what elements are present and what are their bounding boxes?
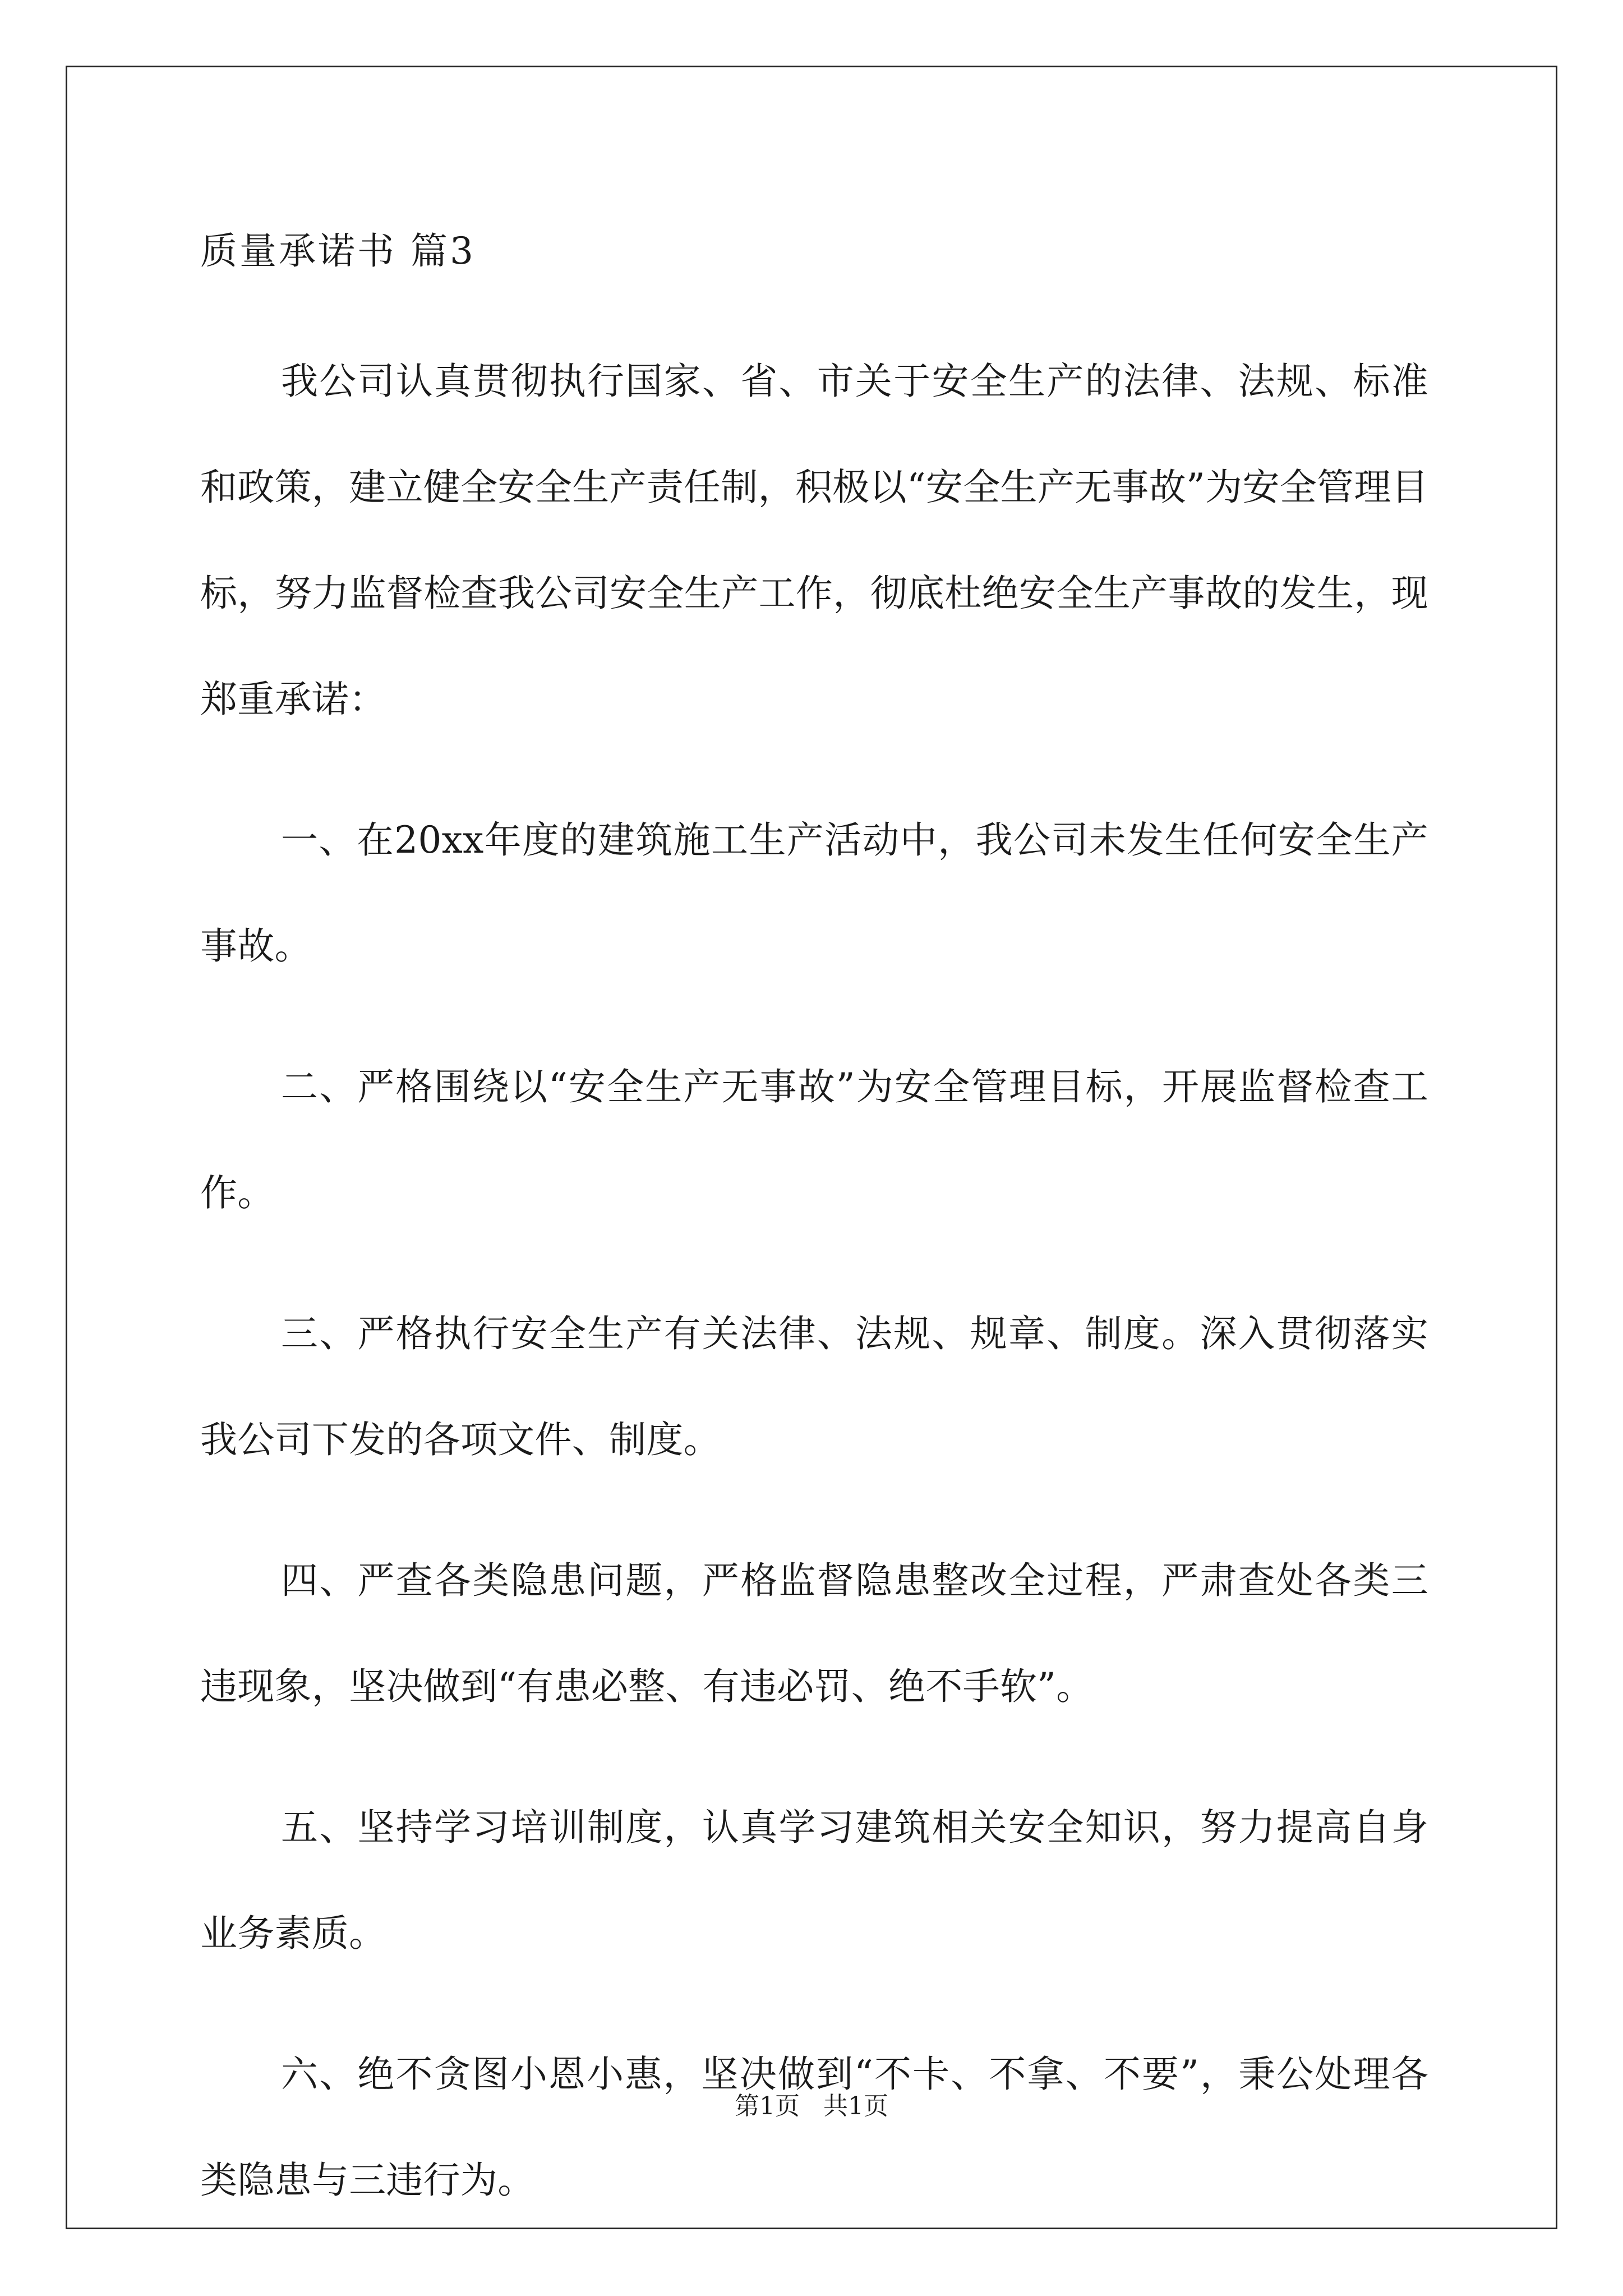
paragraph-item-6: 六、绝不贪图小恩小惠，坚决做到“不卡、不拿、不要”，秉公处理各类隐患与三违行为。 [200,2053,1428,2202]
document-body [200,328,1428,2268]
paragraph-intro: 我公司认真贯彻执行国家、省、市关于安全生产的法律、法规、标准和政策，建立健全安全生产责任制，积极以“安全生产无事故”为安全管理目标，努力监督检查我公司安全生产工作，彻底杜绝安全生产事故的发生，现郑重承诺： [200,360,1428,721]
document-heading: 质量承诺书 篇3 [200,229,476,273]
paragraph-item-1: 一、在20xx年度的建筑施工生产活动中，我公司未发生任何安全生产事故。 [200,818,1428,968]
paragraph-item-4: 四、严查各类隐患问题，严格监督隐患整改全过程，严肃查处各类三违现象，坚决做到“有患必整、有违必罚、绝不手软”。 [200,1559,1428,1708]
paragraph-item-5: 五、坚持学习培训制度，认真学习建筑相关安全知识，努力提高自身业务素质。 [200,1806,1428,1955]
paragraph-item-3: 三、严格执行安全生产有关法律、法规、规章、制度。深入贯彻落实我公司下发的各项文件、制度。 [200,1312,1428,1461]
page-footer: 第1页 共1页 [735,2092,888,2120]
paragraph-item-2: 二、严格围绕以“安全生产无事故”为安全管理目标，开展监督检查工作。 [200,1065,1428,1214]
